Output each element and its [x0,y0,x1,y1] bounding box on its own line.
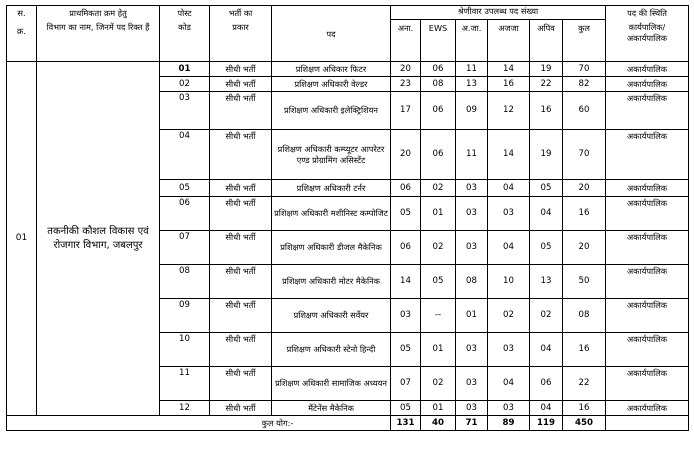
cell-sc: 11 [456,130,488,180]
header-type-top: भर्ती का [210,6,272,20]
recruitment-type: सीधी भर्ती [210,77,272,92]
cell-st: 04 [488,367,530,401]
header-cat-ews: EWS [421,20,456,62]
post-name: प्रशिक्षण अधिकारी सामाजिक अध्ययन [272,367,391,401]
header-post-code-bottom: कोड [160,20,210,62]
header-cat-total: कुल [563,20,606,62]
cell-sc: 03 [456,197,488,231]
post-status: अकार्यपालिक [606,367,689,401]
post-status: अकार्यपालिक [606,197,689,231]
cell-una: 20 [391,62,421,77]
post-name: प्रशिक्षण अधिकारी मोटर मैकेनिक [272,265,391,299]
totals-row [7,416,689,431]
post-name: प्रशिक्षण अधिकारी इलेक्ट्रिशियन [272,92,391,130]
cell-ews: 02 [421,367,456,401]
cell-ews: 01 [421,333,456,367]
post-code: 07 [160,231,210,265]
post-name: प्रशिक्षण अधिकारी सर्वेयर [272,299,391,333]
recruitment-type: सीधी भर्ती [210,231,272,265]
header-cat-una: अना. [391,20,421,62]
cell-ews: 01 [421,401,456,416]
cell-ews: -- [421,299,456,333]
cell-obc: 04 [530,197,563,231]
post-name: प्रशिक्षण अधिकारी डीजल मैकेनिक [272,231,391,265]
cell-st: 04 [488,180,530,197]
header-post-code-top: पोस्ट [160,6,210,20]
header-cat-obc: अपिव [530,20,563,62]
total-ews: 40 [421,416,456,431]
post-name: प्रशिक्षण अधिकारी टर्नर [272,180,391,197]
post-status: अकार्यपालिक [606,299,689,333]
header-type-bottom: प्रकार [210,20,272,62]
recruitment-type: सीधी भर्ती [210,130,272,180]
recruitment-type: सीधी भर्ती [210,367,272,401]
post-code: 03 [160,92,210,130]
post-code: 08 [160,265,210,299]
header-priority-top: प्राथमिकता क्रम हेतु [37,6,160,20]
cell-obc: 02 [530,299,563,333]
cell-sc: 03 [456,367,488,401]
cell-ews: 02 [421,231,456,265]
cell-st: 03 [488,401,530,416]
post-status: अकार्यपालिक [606,130,689,180]
cell-obc: 16 [530,92,563,130]
cell-total: 16 [563,333,606,367]
department-name: तकनीकी कौशल विकास एवं रोजगार विभाग, जबलपुर [37,62,160,416]
cell-st: 16 [488,77,530,92]
cell-ews: 06 [421,130,456,180]
cell-total: 70 [563,62,606,77]
cell-obc: 19 [530,62,563,77]
totals-label: कुल योग:- [7,416,391,431]
recruitment-type: सीधी भर्ती [210,333,272,367]
cell-sc: 11 [456,62,488,77]
cell-st: 10 [488,265,530,299]
cell-sc: 08 [456,265,488,299]
post-status: अकार्यपालिक [606,180,689,197]
cell-total: 08 [563,299,606,333]
post-status: अकार्यपालिक [606,62,689,77]
post-status: अकार्यपालिक [606,231,689,265]
cell-total: 60 [563,92,606,130]
vacancy-table-body [7,62,689,431]
cell-total: 20 [563,231,606,265]
cell-st: 03 [488,197,530,231]
post-code: 10 [160,333,210,367]
total-obc: 119 [530,416,563,431]
cell-ews: 02 [421,180,456,197]
recruitment-type: सीधी भर्ती [210,401,272,416]
cell-st: 14 [488,62,530,77]
recruitment-type: सीधी भर्ती [210,62,272,77]
post-code: 01 [160,62,210,77]
post-code: 02 [160,77,210,92]
post-code: 12 [160,401,210,416]
cell-ews: 05 [421,265,456,299]
total-total: 450 [563,416,606,431]
cell-st: 12 [488,92,530,130]
header-serial-top: स. [7,6,37,20]
cell-sc: 01 [456,299,488,333]
cell-total: 22 [563,367,606,401]
post-status: अकार्यपालिक [606,265,689,299]
cell-sc: 13 [456,77,488,92]
post-status: अकार्यपालिक [606,333,689,367]
cell-ews: 08 [421,77,456,92]
cell-una: 06 [391,180,421,197]
recruitment-type: सीधी भर्ती [210,265,272,299]
cell-una: 05 [391,401,421,416]
header-priority-bottom: विभाग का नाम, जिनमें पद रिक्त हैं [37,20,160,62]
header-post: पद [272,6,391,62]
header-serial-bottom: क्र. [7,20,37,62]
post-name: प्रशिक्षण अधिकारी कम्प्यूटर आपरेटर एण्ड प्रोग्रामिंग असिस्टेंट [272,130,391,180]
post-name: प्रशिक्षण अधिकारी मशीनिस्ट कम्पोजिट [272,197,391,231]
totals-status-blank [606,416,689,431]
cell-ews: 06 [421,92,456,130]
post-code: 06 [160,197,210,231]
post-code: 09 [160,299,210,333]
cell-total: 20 [563,180,606,197]
vacancy-table-container [6,5,689,431]
cell-sc: 03 [456,231,488,265]
cell-sc: 03 [456,180,488,197]
cell-ews: 06 [421,62,456,77]
cell-obc: 05 [530,180,563,197]
recruitment-type: सीधी भर्ती [210,92,272,130]
cell-obc: 04 [530,333,563,367]
recruitment-type: सीधी भर्ती [210,180,272,197]
recruitment-type: सीधी भर्ती [210,197,272,231]
post-status: अकार्यपालिक [606,401,689,416]
cell-total: 70 [563,130,606,180]
cell-una: 20 [391,130,421,180]
cell-sc: 03 [456,401,488,416]
cell-st: 03 [488,333,530,367]
total-sc: 71 [456,416,488,431]
cell-total: 16 [563,401,606,416]
post-code: 05 [160,180,210,197]
header-cat-sc: अ.जा. [456,20,488,62]
cell-st: 02 [488,299,530,333]
header-category-group: श्रेणीवार उपलब्ध पद संख्या [391,6,606,20]
post-code: 04 [160,130,210,180]
cell-st: 04 [488,231,530,265]
cell-sc: 09 [456,92,488,130]
cell-obc: 05 [530,231,563,265]
cell-una: 14 [391,265,421,299]
header-status-top: पद की स्थिति [606,6,689,20]
total-una: 131 [391,416,421,431]
post-status: अकार्यपालिक [606,92,689,130]
cell-una: 05 [391,197,421,231]
cell-total: 82 [563,77,606,92]
total-st: 89 [488,416,530,431]
cell-total: 16 [563,197,606,231]
post-name: प्रशिक्षण अधिकारी वेल्डर [272,77,391,92]
vacancy-table [6,5,689,431]
cell-obc: 22 [530,77,563,92]
post-name: मैंटेनेंस मैकेनिक [272,401,391,416]
cell-obc: 04 [530,401,563,416]
cell-total: 50 [563,265,606,299]
cell-obc: 06 [530,367,563,401]
post-name: प्रशिक्षण अधिकारी स्टेनो हिन्दी [272,333,391,367]
cell-ews: 01 [421,197,456,231]
department-serial: 01 [7,62,37,416]
post-name: प्रशिक्षण अधिकार फिटर [272,62,391,77]
cell-st: 14 [488,130,530,180]
cell-una: 05 [391,333,421,367]
cell-una: 07 [391,367,421,401]
cell-obc: 19 [530,130,563,180]
cell-una: 17 [391,92,421,130]
post-status: अकार्यपालिक [606,77,689,92]
cell-una: 23 [391,77,421,92]
table-row [7,62,689,77]
cell-sc: 03 [456,333,488,367]
cell-una: 06 [391,231,421,265]
header-status-bottom: कार्यपालिक/ अकार्यपालिक [606,20,689,62]
header-cat-st: अजजा [488,20,530,62]
post-code: 11 [160,367,210,401]
cell-obc: 13 [530,265,563,299]
cell-una: 03 [391,299,421,333]
recruitment-type: सीधी भर्ती [210,299,272,333]
